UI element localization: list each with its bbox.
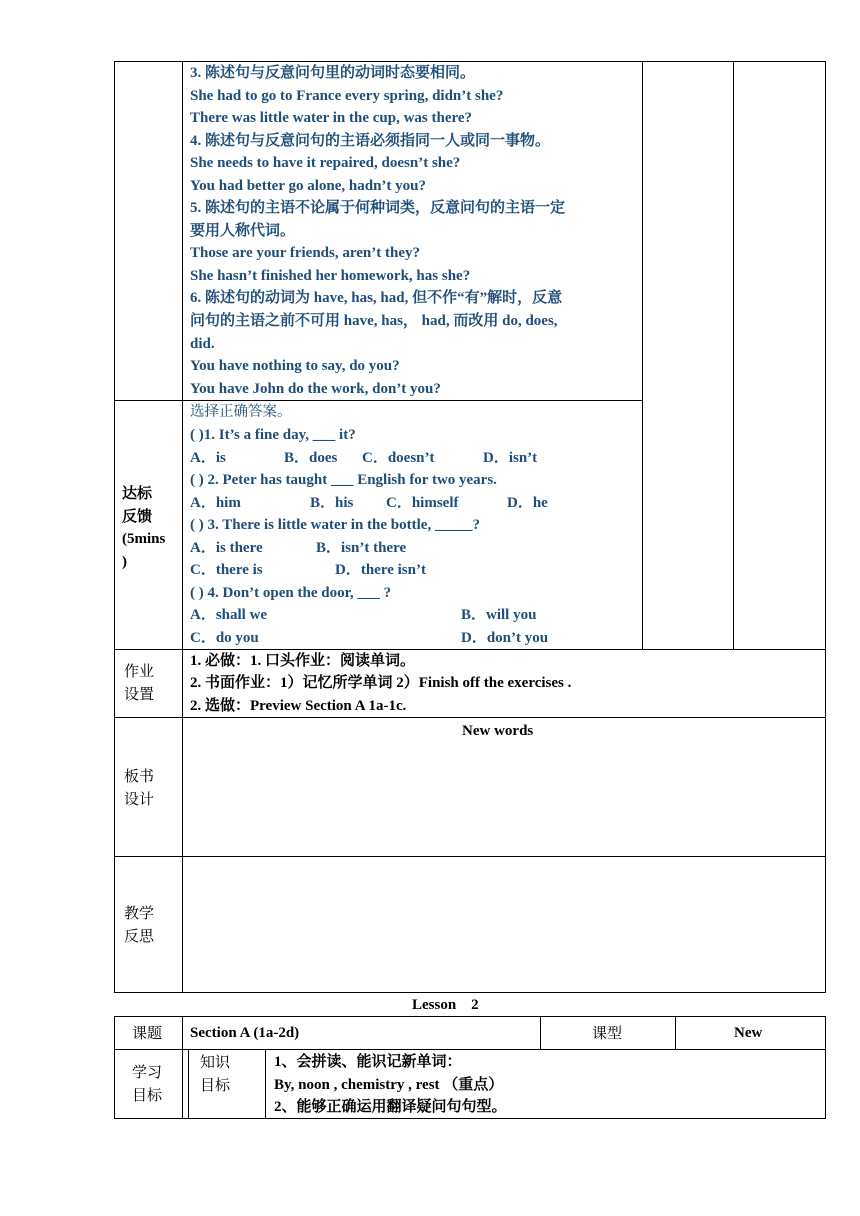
quiz-question-4: ( ) 4. Don’t open the door, ___ ?	[190, 585, 392, 601]
table2-col-3	[675, 1016, 676, 1050]
rule-line: She had to go to France every spring, didn’t she?	[190, 88, 504, 104]
quiz-option: B．his	[310, 495, 354, 511]
type-value: New	[734, 1025, 763, 1041]
quiz-option: C．himself	[386, 495, 459, 511]
topic-label: 课题	[132, 1024, 163, 1042]
quiz-option: D．don’t you	[461, 630, 549, 646]
table2-row-border	[114, 1049, 826, 1050]
rule-line: 要用人称代词。	[190, 223, 296, 239]
table2-left-border	[114, 1016, 115, 1119]
rule-line: 6. 陈述句的动词为 have, has, had, 但不作“有”解时，反意	[190, 290, 563, 306]
rule-line: You have nothing to say, do you?	[190, 358, 400, 374]
goal-label: 学习 目标	[132, 1063, 163, 1104]
col-divider-label	[182, 61, 183, 993]
quiz-question-2: ( ) 2. Peter has taught ___ English for two years.	[190, 472, 497, 488]
goal-line: By, noon , chemistry , rest （重点）	[274, 1077, 504, 1093]
table-bottom-border	[114, 992, 826, 993]
quiz-option: B．will you	[461, 607, 537, 623]
quiz-option: C．there is	[190, 562, 263, 578]
quiz-question-3: ( ) 3. There is little water in the bottle, _____?	[190, 517, 480, 533]
rule-line: did.	[190, 336, 215, 352]
quiz-option: B．does	[284, 450, 338, 466]
table-left-border	[114, 61, 115, 993]
table2-right-border	[825, 1016, 826, 1119]
rule-line: 3. 陈述句与反意问句里的动词时态要相同。	[190, 65, 476, 81]
table2-col-2	[540, 1016, 541, 1050]
quiz-option: D．there isn’t	[335, 562, 426, 578]
rule-line: 4. 陈述句与反意问句的主语必须指同一人或同一事物。	[190, 133, 551, 149]
quiz-option: A．is	[190, 450, 226, 466]
rule-line: There was little water in the cup, was there?	[190, 110, 473, 126]
type-label: 课型	[592, 1024, 623, 1042]
homework-line: 2. 选做：Preview Section A 1a-1c.	[190, 698, 407, 714]
rule-line: Those are your friends, aren’t they?	[190, 245, 420, 261]
homework-line: 2. 书面作业：1）记忆所学单词 2）Finish off the exercises .	[190, 675, 572, 691]
rule-line: You had better go alone, hadn’t you?	[190, 178, 427, 194]
quiz-option: D．he	[507, 495, 548, 511]
quiz-option: A．is there	[190, 540, 263, 556]
quiz-option: B．isn’t there	[316, 540, 407, 556]
quiz-option: A．shall we	[190, 607, 268, 623]
rule-line: 问句的主语之前不可用 have, has， had, 而改用 do, does,	[190, 313, 558, 329]
col-divider-content	[642, 61, 643, 650]
rule-line: You have John do the work, don’t you?	[190, 381, 441, 397]
board-title: New words	[462, 723, 534, 739]
goal-line: 1、会拼读、能识记新单词：	[274, 1054, 462, 1070]
table2-col-goal-c	[265, 1049, 266, 1119]
homework-label: 作业 设置	[124, 662, 155, 703]
table2-col-1	[182, 1016, 183, 1050]
col-divider-extra	[733, 61, 734, 650]
table2-col-goal-a	[182, 1049, 183, 1119]
quiz-option: C．doesn’t	[362, 450, 435, 466]
feedback-label: 达标 反馈 (5mins )	[122, 484, 166, 570]
quiz-option: D．isn’t	[483, 450, 538, 466]
table-right-border	[825, 61, 826, 993]
row-divider-reflection	[114, 856, 826, 857]
rule-line: She needs to have it repaired, doesn’t she?	[190, 155, 461, 171]
topic-value: Section A (1a-2d)	[190, 1025, 300, 1041]
quiz-instruction: 选择正确答案。	[190, 404, 292, 420]
lesson-title: Lesson 2	[412, 997, 479, 1013]
rule-line: 5. 陈述句的主语不论属于何种词类，反意问句的主语一定	[190, 200, 566, 216]
homework-line: 1. 必做：1. 口头作业：阅读单词。	[190, 653, 416, 669]
goal-line: 2、能够正确运用翻译疑问句句型。	[274, 1099, 507, 1115]
table2-col-goal-b	[188, 1049, 189, 1119]
table2-top-border	[114, 1016, 826, 1017]
board-label: 板书 设计	[124, 767, 155, 808]
quiz-question-1: ( )1. It’s a fine day, ___ it?	[190, 427, 356, 443]
quiz-option: A．him	[190, 495, 241, 511]
reflection-label: 教学 反思	[124, 904, 155, 945]
rule-line: She hasn’t finished her homework, has she?	[190, 268, 471, 284]
quiz-option: C．do you	[190, 630, 259, 646]
knowledge-label: 知识 目标	[200, 1053, 231, 1094]
